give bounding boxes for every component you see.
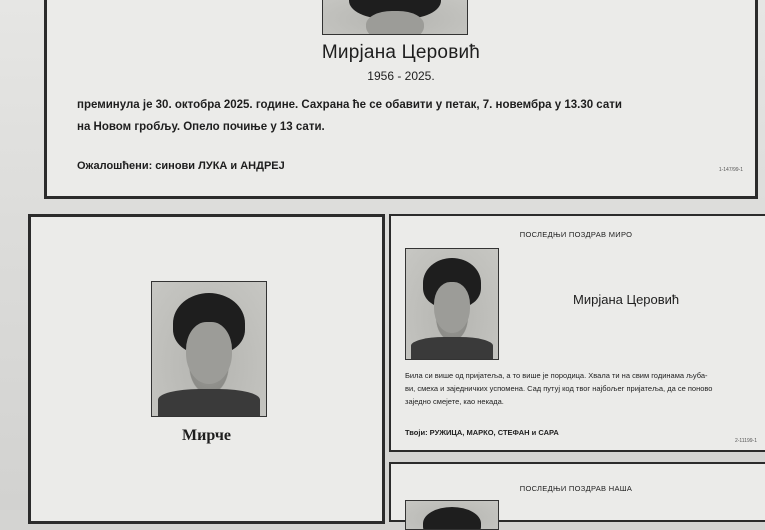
- left-obituary-photo: [151, 281, 267, 417]
- mourners-label: Ожалошћени:: [77, 160, 153, 172]
- top-obituary-name: Мирјана Церовић: [321, 42, 481, 63]
- right-obituary-photo: [405, 248, 499, 360]
- bottom-obituary-header: ПОСЛЕДЊИ ПОЗДРАВ НАША: [519, 484, 633, 493]
- right-obituary-header: ПОСЛЕДЊИ ПОЗДРАВ МИРО: [519, 230, 633, 239]
- right-obituary-box: [389, 214, 765, 452]
- top-obituary-mourners: [77, 160, 285, 172]
- right-obituary-code: 2-11199-1: [734, 438, 757, 444]
- top-obituary-box: [44, 0, 758, 199]
- top-obituary-text-line2: на Новом гробљу. Опело почиње у 13 сати.: [77, 121, 325, 133]
- mourners-names: синови ЛУКА и АНДРЕЈ: [152, 160, 285, 172]
- left-obituary-name: Мирче: [182, 427, 231, 444]
- bottom-obituary-box: [389, 462, 765, 522]
- right-obituary-text-line3: заједно смејете, као некада.: [405, 397, 504, 406]
- right-obituary-text-line1: Била си више од пријатеља, а то више је породица. Хвала ти на свим годинама љуба-: [405, 371, 708, 380]
- right-obituary-name: Мирјана Церовић: [573, 292, 680, 307]
- top-obituary-years: 1956 - 2025.: [367, 69, 435, 83]
- left-obituary-box: [28, 214, 385, 524]
- top-obituary-text-line1: преминула је 30. октобра 2025. године. Сахрана ће се обавити у петак, 7. новембра у 13.30 сати: [77, 99, 622, 111]
- top-obituary-photo: [322, 0, 468, 35]
- top-obituary-code: 1-147/99-1: [718, 167, 743, 173]
- right-obituary-signature: Твоји: РУЖИЦА, МАРКО, СТЕФАН и САРА: [405, 428, 559, 437]
- bottom-obituary-photo: [405, 500, 499, 530]
- right-obituary-text-line2: ви, смеха и заједничких успомена. Сад путуј код твог најбољег пријатеља, да се поново: [405, 384, 713, 393]
